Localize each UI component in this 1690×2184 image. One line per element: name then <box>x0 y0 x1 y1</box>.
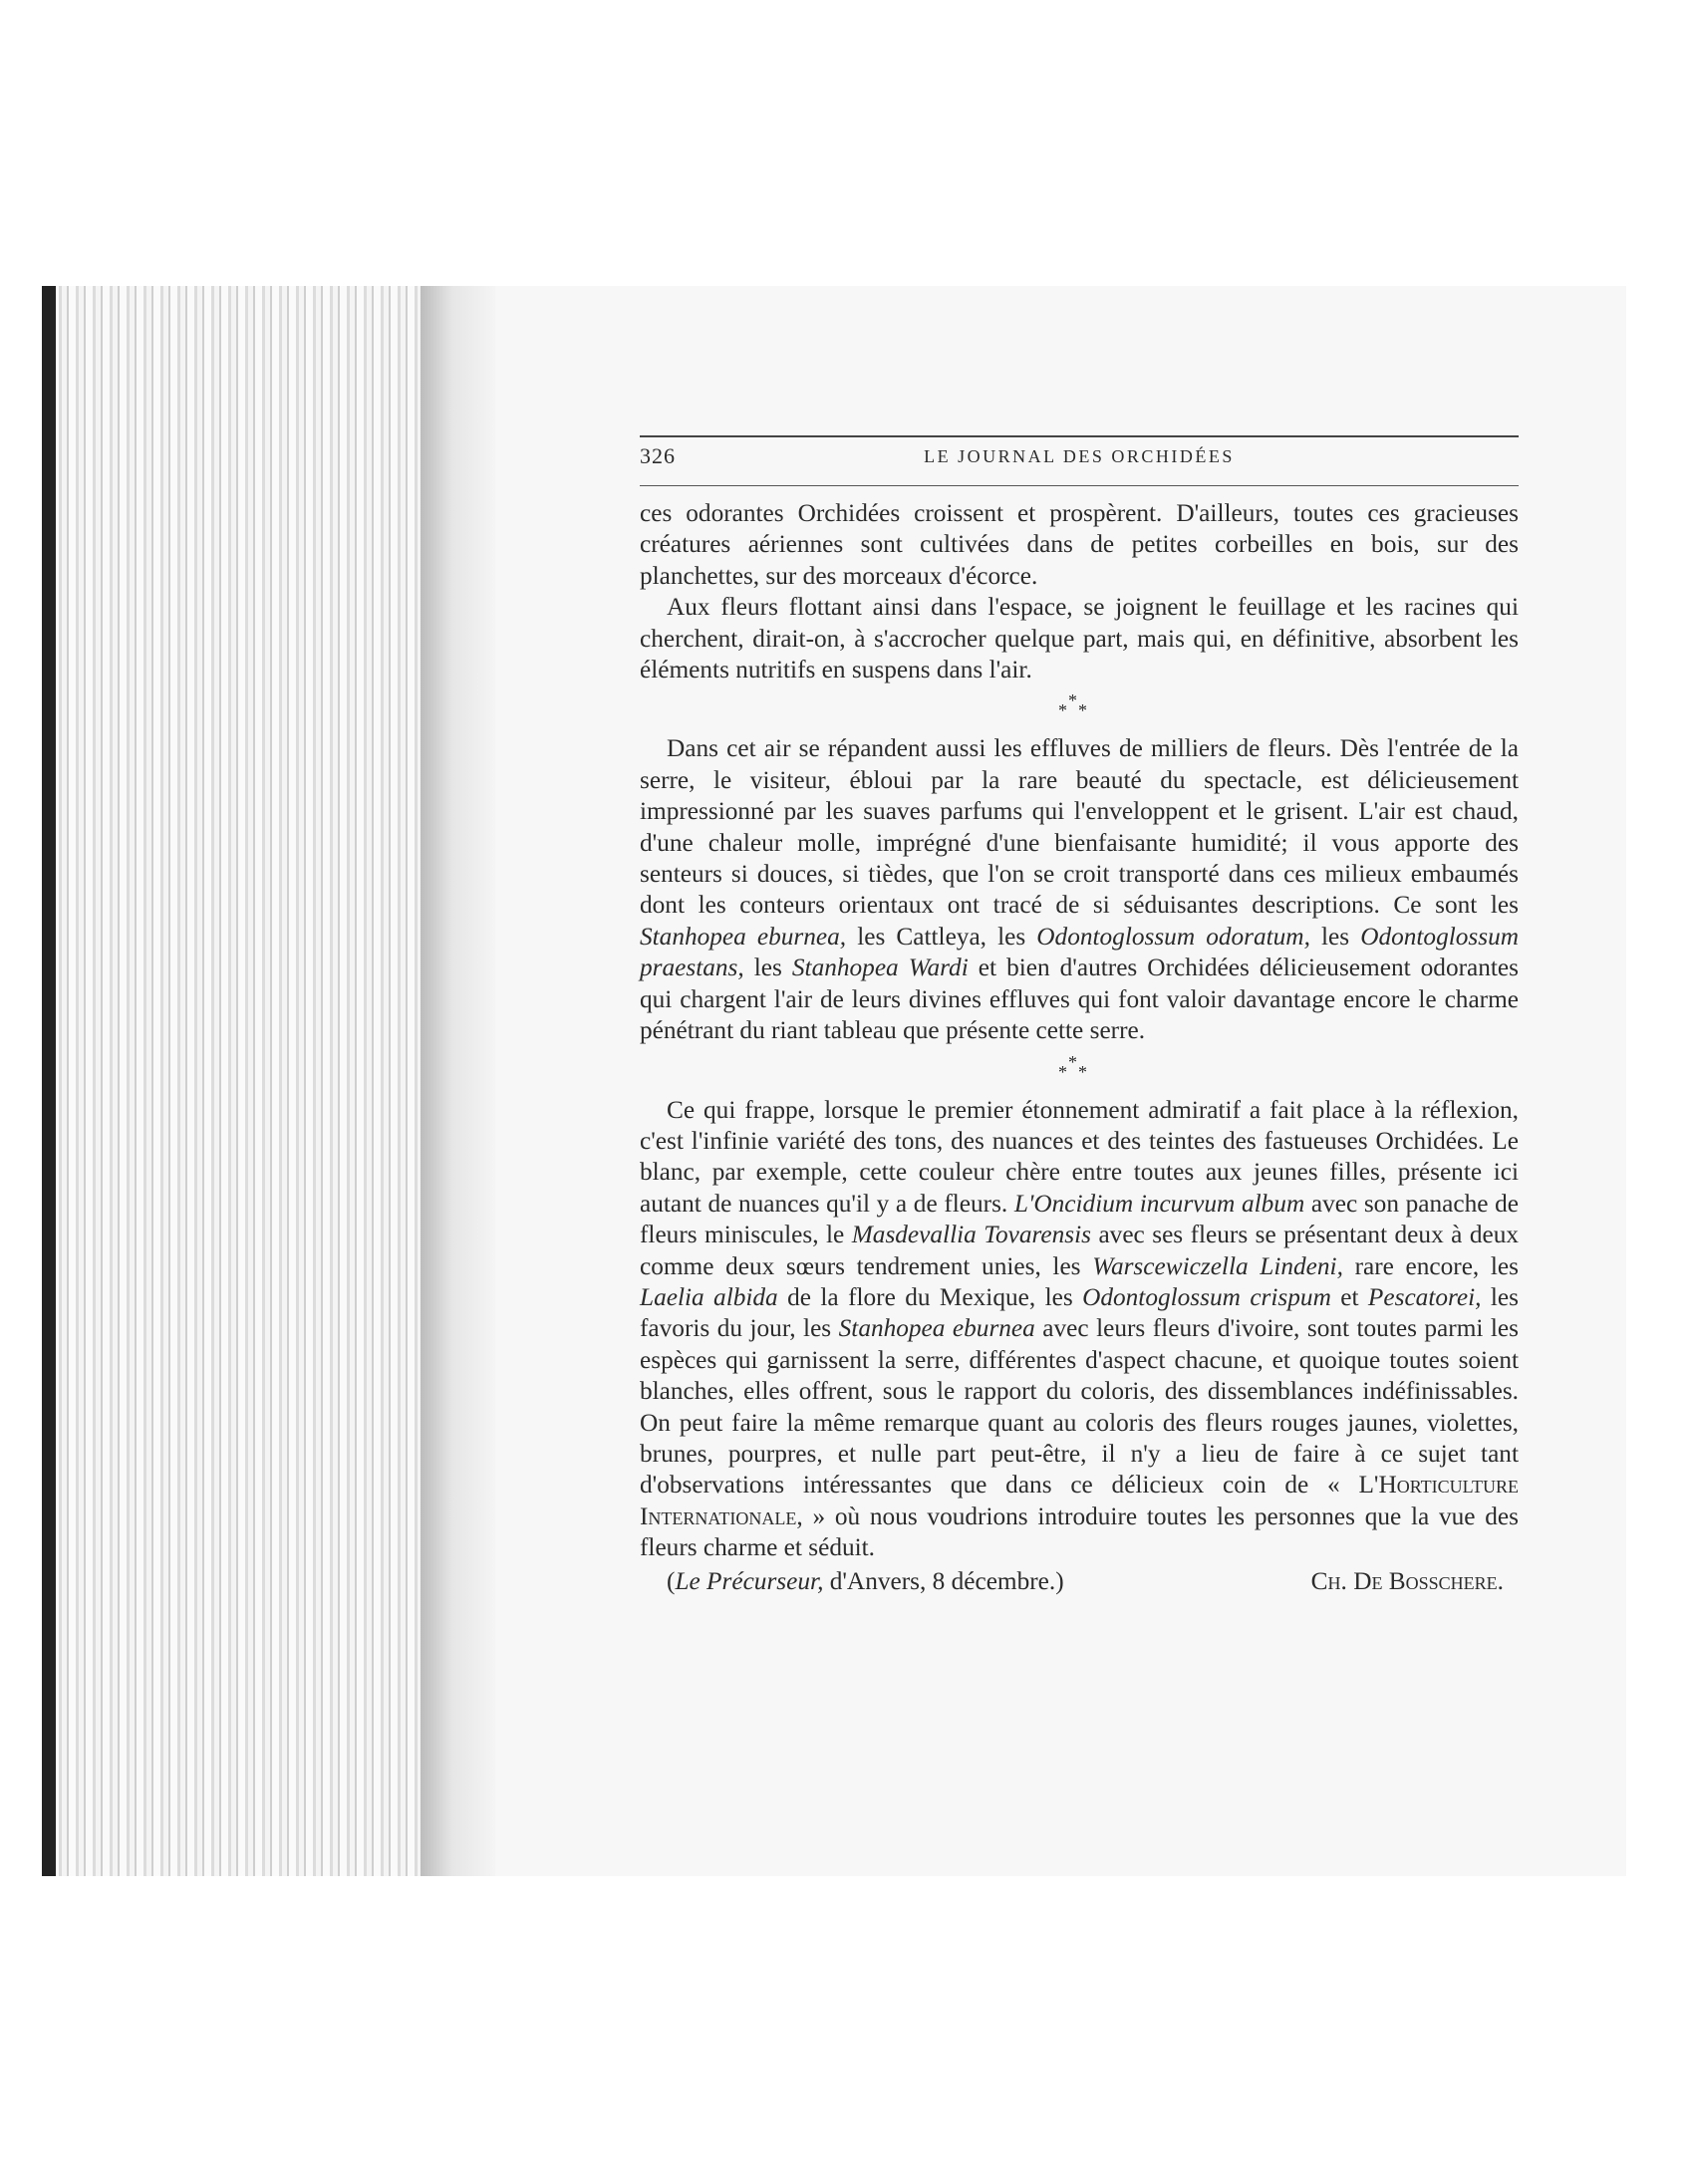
text-run: les <box>1309 922 1361 951</box>
book-page-edges <box>42 286 470 1876</box>
text-run: avec son panache de fleurs miniscules, le <box>640 1189 1519 1249</box>
text-run: et bien d'autres Orchidées délicieusement odorantes qui chargent l'air de leurs divines effluves qui font valoir davantage encore le charme pénétrant du riant tableau que présente cette serre. <box>640 954 1520 1045</box>
text-run: les favoris du jour, les <box>640 1282 1520 1343</box>
species-name: L'Oncidium incurvum album <box>1013 1189 1305 1218</box>
running-title: LE JOURNAL DES ORCHIDÉES <box>924 446 1235 466</box>
separator-star: * <box>1058 700 1067 721</box>
species-name: Stanhopea eburnea <box>838 1314 1035 1343</box>
source-citation <box>667 1566 1064 1597</box>
species-name: Stanhopea eburnea, <box>640 922 847 951</box>
paragraph-4 <box>640 1095 1519 1564</box>
separator-star: * <box>1078 1061 1087 1082</box>
section-separator-1 <box>640 685 1519 733</box>
text-run: » où nous voudrions introduire toutes les personnes que la vue des fleurs charme et séduit. <box>640 1502 1519 1562</box>
text-run: avec ses fleurs se présentant deux à deux comme deux sœurs tendrement unies, les <box>640 1221 1520 1280</box>
text-run: de la flore du Mexique, les <box>777 1282 1083 1311</box>
text-run: d'Anvers, 8 décembre.) <box>823 1566 1064 1595</box>
text-run: les Cattleya, les <box>846 922 1037 951</box>
species-name: Odontoglossum crispum <box>1082 1282 1331 1311</box>
text-run: et <box>1330 1282 1368 1311</box>
species-name: Odontoglossum praestans, <box>640 922 1520 982</box>
section-separator-2 <box>640 1047 1519 1095</box>
separator-star: * <box>1068 1051 1077 1072</box>
species-name: Stanhopea Wardi <box>791 954 969 982</box>
species-name: Laelia albida <box>640 1282 778 1311</box>
paragraph-2: Aux fleurs flottant ainsi dans l'espace, se joignent le feuillage et les racines qui cherchent, dirait-on, à s'accrocher quelque part, mais qui, en définitive, absorbent les éléments nutritifs en suspens dans l'air. <box>640 593 1519 684</box>
article-body <box>640 498 1519 1597</box>
paragraph-3 <box>640 733 1519 1046</box>
source-title: Le Précurseur, <box>675 1566 824 1595</box>
text-run: les <box>743 954 792 982</box>
text-run: Ce qui frappe, lorsque le premier étonnement admiratif a fait place à la réflexion, c'est l'infinie variété des tons, des nuances et des teintes des fastueuses Orchidées. Le blanc, par exemple, cette couleur chère entre toutes aux jeunes filles, présente ici autant de nuances qu'il y a de fleurs. <box>640 1095 1519 1218</box>
text-run: ( <box>667 1566 676 1595</box>
paragraph-1: ces odorantes Orchidées croissent et prospèrent. D'ailleurs, toutes ces gracieuses créatures aériennes sont cultivées dans de petites corbeilles en bois, sur des planchettes, sur des morceaux d'écorce. <box>640 499 1519 590</box>
separator-star: * <box>1068 690 1077 711</box>
signature-line <box>640 1566 1519 1597</box>
species-name: Odontoglossum odoratum, <box>1036 922 1310 951</box>
species-name: Masdevallia Tovarensis <box>851 1221 1091 1249</box>
book-gutter <box>421 286 500 1876</box>
text-run: Dans cet air se répandent aussi les effluves de milliers de fleurs. Dès l'entrée de la serre, le visiteur, ébloui par la rare beauté du spectacle, est délicieusement impressionné par les suaves parfums qui l'enveloppent et le grisent. L'air est chaud, d'une chaleur molle, imprégné d'une bienfaisante humidité; il vous apporte des senteurs si douces, si tièdes, que l'on se croit transporté dans ces milieux embaumés dont les conteurs orientaux ont tracé de si séduisantes descriptions. Ce sont les <box>640 734 1519 920</box>
author-signature: Ch. De Bosschere. <box>1310 1566 1504 1595</box>
publication-name: L'Horticulture Internationale, <box>640 1471 1519 1530</box>
separator-star: * <box>1058 1061 1067 1082</box>
species-name: Warscewiczella Lindeni, <box>1092 1251 1343 1280</box>
page-header <box>640 435 1519 486</box>
page-number: 326 <box>640 443 676 468</box>
text-run: avec leurs fleurs d'ivoire, sont toutes parmi les espèces qui garnissent la serre, différentes d'aspect chacune, et quoique toutes soient blanches, elles offrent, sous le rapport du coloris, des dissemblances indéfinissables. On peut faire la même remarque quant au coloris des fleurs rouges jaunes, violettes, brunes, pourpres, et nulle part peut-être, il n'y a lieu de faire à ce sujet tant d'observations intéressantes que dans ce délicieux coin de « <box>640 1314 1519 1500</box>
species-name: Pescatorei, <box>1367 1282 1482 1311</box>
separator-star: * <box>1078 700 1087 721</box>
text-run: rare encore, les <box>1342 1251 1520 1280</box>
